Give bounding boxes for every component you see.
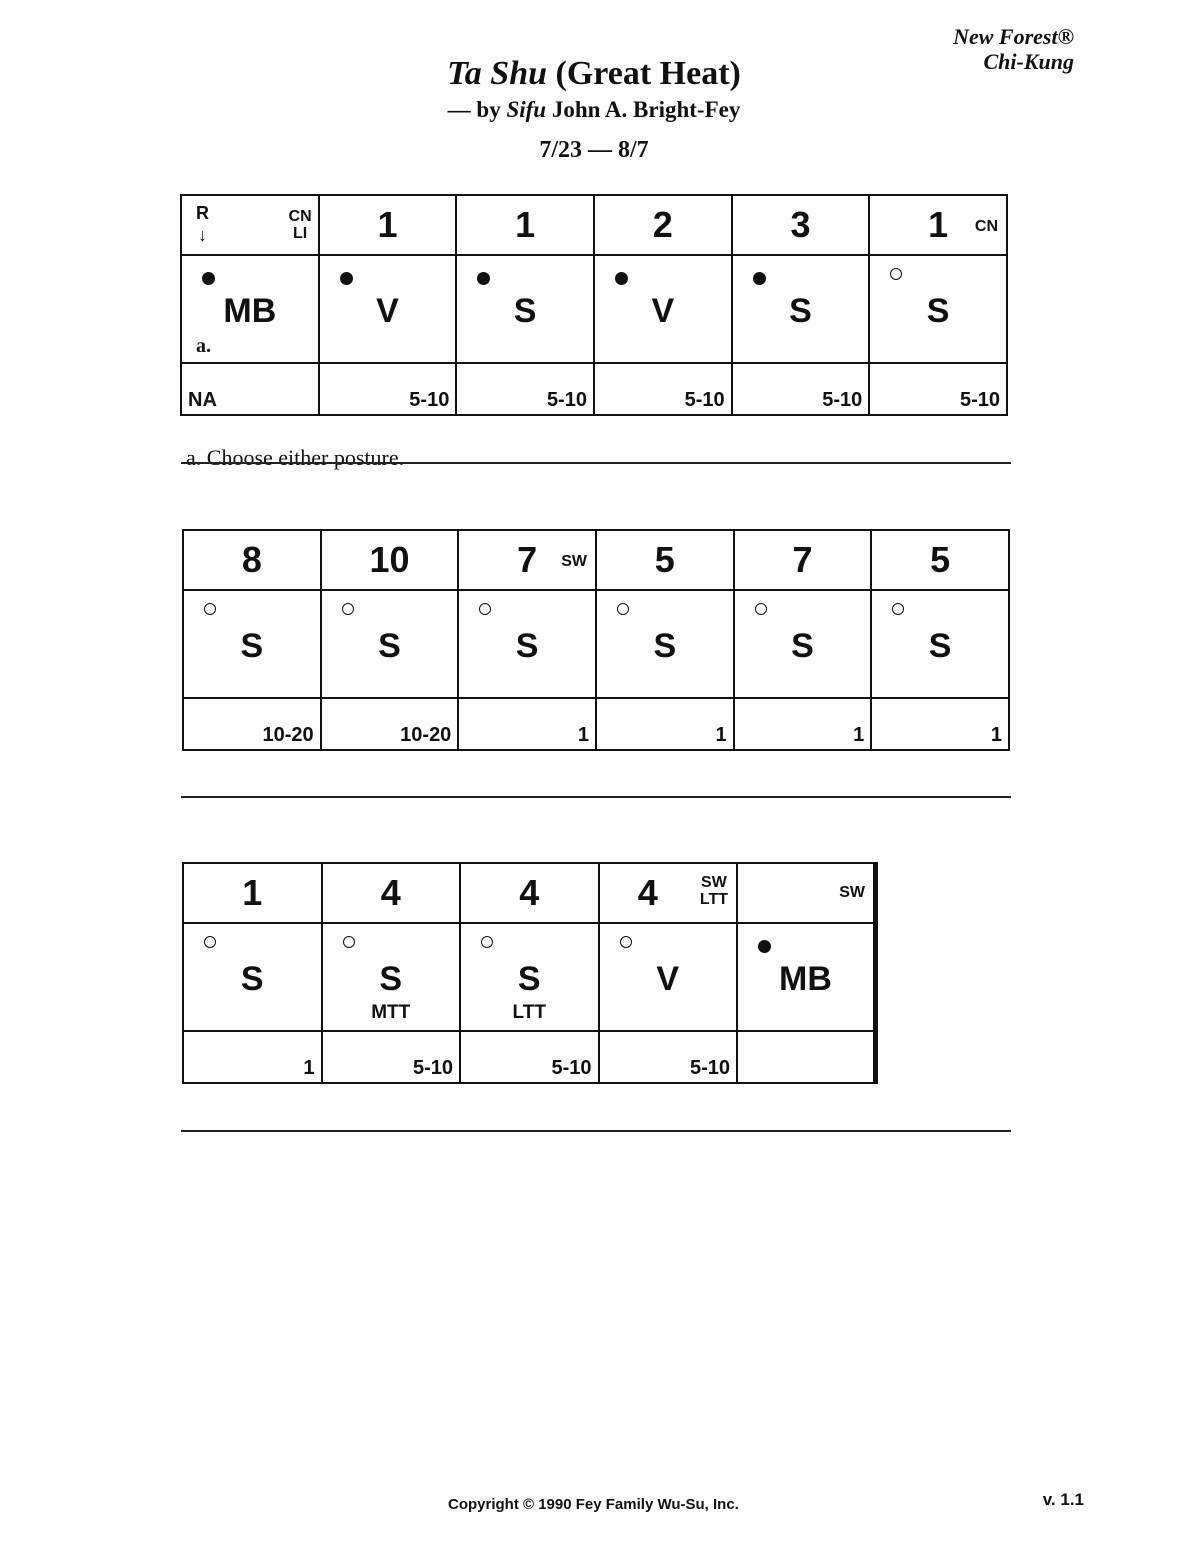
posture-code: V bbox=[656, 960, 680, 998]
count-cell bbox=[321, 530, 459, 590]
open-circle-icon bbox=[755, 603, 767, 615]
count-cell bbox=[869, 195, 1007, 255]
posture-code: S bbox=[513, 292, 537, 330]
posture-code: S bbox=[928, 627, 952, 665]
reps-cell bbox=[594, 363, 732, 415]
posture-code: S bbox=[240, 627, 264, 665]
open-circle-icon bbox=[481, 936, 493, 948]
open-circle-icon bbox=[892, 603, 904, 615]
reps-cell bbox=[319, 363, 457, 415]
open-circle-icon bbox=[890, 268, 902, 280]
posture-code: S bbox=[789, 292, 812, 330]
posture-row bbox=[181, 255, 1007, 363]
reps-value: 1 bbox=[577, 724, 589, 746]
cn-label: CN bbox=[288, 208, 312, 225]
posture-cell bbox=[183, 590, 321, 698]
divider-line bbox=[181, 1130, 1011, 1132]
reps-cell bbox=[869, 363, 1007, 415]
reps-cell bbox=[458, 698, 596, 750]
reps-value: 5-10 bbox=[412, 1057, 453, 1079]
posture-cell bbox=[319, 255, 457, 363]
reps-row bbox=[181, 363, 1007, 415]
page-title bbox=[0, 54, 1188, 94]
reps-cell bbox=[460, 1031, 599, 1083]
reps-value: 1 bbox=[715, 724, 727, 746]
posture-code: S bbox=[926, 292, 950, 330]
count-value: 1 bbox=[242, 872, 263, 913]
open-circle-icon bbox=[479, 603, 491, 615]
sequence-table-2 bbox=[182, 529, 1010, 751]
by-italic: Sifu bbox=[506, 97, 547, 122]
li-label: LI bbox=[292, 225, 308, 242]
count-cell bbox=[322, 863, 461, 923]
filled-dot-icon bbox=[615, 272, 628, 285]
reps-value: 10-20 bbox=[262, 724, 314, 746]
rotation-letter: R bbox=[196, 203, 209, 223]
posture-subnote: LTT bbox=[512, 1002, 546, 1023]
posture-cell bbox=[869, 255, 1007, 363]
posture-code: S bbox=[517, 960, 541, 998]
brand-line2: Chi-Kung bbox=[983, 49, 1074, 74]
reps-cell bbox=[599, 1031, 738, 1083]
by-prefix: — by bbox=[447, 97, 507, 122]
posture-code: S bbox=[240, 960, 264, 998]
sw-ltt-label bbox=[700, 874, 728, 908]
count-value: 8 bbox=[241, 539, 262, 580]
cn-label: CN bbox=[974, 218, 998, 235]
filled-dot-icon bbox=[202, 272, 215, 285]
footnote-text: a. Choose either posture. bbox=[186, 445, 405, 470]
posture-cell bbox=[732, 255, 870, 363]
count-row bbox=[183, 863, 876, 923]
count-cell bbox=[183, 863, 322, 923]
posture-cell bbox=[322, 923, 461, 1031]
posture-code: S bbox=[653, 627, 677, 665]
reps-cell bbox=[322, 1031, 461, 1083]
filled-dot-icon bbox=[753, 272, 766, 285]
title-italic: Ta Shu bbox=[447, 55, 548, 92]
reps-cell bbox=[737, 1031, 876, 1083]
date-range: 7/23 — 8/7 bbox=[539, 137, 649, 163]
posture-cell bbox=[181, 255, 319, 363]
count-value: 7 bbox=[792, 539, 813, 580]
sw-label: SW bbox=[561, 553, 587, 570]
reps-value: 5-10 bbox=[684, 389, 725, 411]
reps-cell bbox=[183, 1031, 322, 1083]
count-cell bbox=[737, 863, 876, 923]
count-value: 4 bbox=[380, 872, 401, 913]
reps-cell bbox=[596, 698, 734, 750]
open-circle-icon bbox=[204, 936, 216, 948]
posture-row bbox=[183, 923, 876, 1031]
count-value: 4 bbox=[637, 872, 658, 913]
reps-value: 5-10 bbox=[546, 389, 587, 411]
open-circle-icon bbox=[617, 603, 629, 615]
open-circle-icon bbox=[342, 603, 354, 615]
reps-cell bbox=[183, 698, 321, 750]
count-value: 1 bbox=[377, 204, 398, 245]
reps-value: 1 bbox=[303, 1057, 315, 1079]
filled-dot-icon bbox=[477, 272, 490, 285]
posture-code: S bbox=[791, 627, 814, 665]
reps-value: NA bbox=[188, 389, 217, 411]
reps-value: 5-10 bbox=[689, 1057, 730, 1079]
reps-cell bbox=[871, 698, 1009, 750]
posture-cell bbox=[458, 590, 596, 698]
posture-cell bbox=[460, 923, 599, 1031]
count-value: 2 bbox=[652, 204, 673, 245]
posture-subnote: MTT bbox=[371, 1002, 411, 1023]
reps-value: 1 bbox=[853, 724, 865, 746]
count-cell bbox=[596, 530, 734, 590]
count-row bbox=[181, 195, 1007, 255]
posture-code: V bbox=[651, 292, 675, 330]
reps-cell bbox=[732, 363, 870, 415]
count-cell bbox=[732, 195, 870, 255]
title-block bbox=[0, 54, 1188, 172]
version-label: v. 1.1 bbox=[1042, 1490, 1084, 1509]
reps-value: 5-10 bbox=[409, 389, 450, 411]
posture-code: S bbox=[379, 960, 403, 998]
open-circle-icon bbox=[620, 936, 632, 948]
posture-code: S bbox=[515, 627, 539, 665]
posture-cell bbox=[737, 923, 876, 1031]
brand-line1: New Forest® bbox=[953, 24, 1074, 49]
footnote-marker: a. bbox=[196, 335, 211, 357]
down-arrow-icon: ↓ bbox=[198, 225, 207, 245]
divider-line bbox=[181, 796, 1011, 798]
posture-cell bbox=[871, 590, 1009, 698]
reps-value: 5-10 bbox=[551, 1057, 592, 1079]
count-value: 3 bbox=[790, 204, 811, 245]
count-cell bbox=[456, 195, 594, 255]
posture-row bbox=[183, 590, 1009, 698]
open-circle-icon bbox=[343, 936, 355, 948]
count-value: 10 bbox=[369, 539, 410, 580]
posture-cell bbox=[456, 255, 594, 363]
count-cell bbox=[599, 863, 738, 923]
count-value: 1 bbox=[928, 204, 949, 245]
posture-cell bbox=[734, 590, 872, 698]
first-header-cell bbox=[181, 195, 319, 255]
reps-value: 1 bbox=[990, 724, 1002, 746]
posture-cell bbox=[183, 923, 322, 1031]
sequence-table-1 bbox=[180, 194, 1008, 416]
count-value: 5 bbox=[654, 539, 675, 580]
count-cell bbox=[319, 195, 457, 255]
reps-cell bbox=[181, 363, 319, 415]
reps-value: 5-10 bbox=[822, 389, 863, 411]
count-value: 5 bbox=[930, 539, 951, 580]
divider-line bbox=[181, 462, 1011, 464]
ltt-label: LTT bbox=[699, 891, 728, 908]
posture-cell bbox=[599, 923, 738, 1031]
sequence-table-3 bbox=[182, 862, 878, 1084]
posture-code: MB bbox=[779, 960, 832, 998]
count-cell bbox=[183, 530, 321, 590]
count-cell bbox=[594, 195, 732, 255]
posture-code: V bbox=[376, 292, 399, 330]
open-circle-icon bbox=[204, 603, 216, 615]
posture-cell bbox=[321, 590, 459, 698]
posture-cell bbox=[596, 590, 734, 698]
count-value: 1 bbox=[515, 204, 536, 245]
reps-row bbox=[183, 1031, 876, 1083]
filled-dot-icon bbox=[340, 272, 353, 285]
reps-value: 5-10 bbox=[959, 389, 1000, 411]
title-rest: (Great Heat) bbox=[547, 55, 741, 92]
cn-li-label bbox=[289, 208, 312, 242]
sw-label: SW bbox=[839, 884, 865, 901]
count-value: 7 bbox=[517, 539, 538, 580]
rotation-indicator bbox=[196, 202, 209, 246]
count-cell bbox=[458, 530, 596, 590]
byline bbox=[0, 94, 1188, 126]
posture-code: S bbox=[378, 627, 401, 665]
by-rest: John A. Bright-Fey bbox=[546, 97, 741, 122]
posture-code: MB bbox=[223, 292, 277, 330]
copyright-notice: Copyright © 1990 Fey Family Wu-Su, Inc. bbox=[448, 1496, 739, 1513]
count-row bbox=[183, 530, 1009, 590]
filled-dot-icon bbox=[758, 940, 771, 953]
count-cell bbox=[460, 863, 599, 923]
posture-cell bbox=[594, 255, 732, 363]
reps-cell bbox=[456, 363, 594, 415]
count-cell bbox=[871, 530, 1009, 590]
reps-cell bbox=[734, 698, 872, 750]
count-value: 4 bbox=[519, 872, 540, 913]
reps-value: 10-20 bbox=[400, 724, 452, 746]
count-cell bbox=[734, 530, 872, 590]
reps-cell bbox=[321, 698, 459, 750]
sw-label: SW bbox=[701, 874, 727, 891]
reps-row bbox=[183, 698, 1009, 750]
